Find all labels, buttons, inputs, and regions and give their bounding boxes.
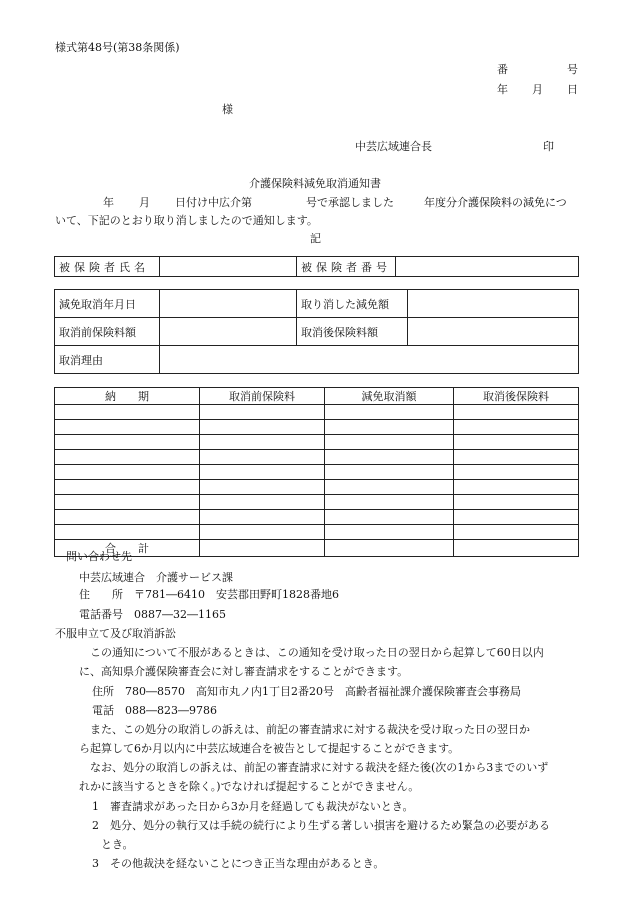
cancelled-amount-field[interactable] <box>408 290 579 318</box>
insured-name-field[interactable] <box>160 257 297 277</box>
total-after[interactable] <box>454 540 579 557</box>
table-row <box>55 420 579 435</box>
appeal-p2-line1: また、この処分の取消しの訴えは、前記の審査請求に対する裁決を受け取った日の翌日か <box>90 723 530 736</box>
insured-number-label: 被保険者番号 <box>297 257 396 277</box>
seal-mark: 印 <box>543 140 554 153</box>
date-month: 月 <box>532 83 543 96</box>
premium-period-table <box>54 387 579 557</box>
date-day: 日 <box>567 83 578 96</box>
contact-heading: 問い合わせ先 <box>66 550 132 563</box>
col-header-before: 取消前保険料 <box>200 388 325 405</box>
cancel-date-label: 減免取消年月日 <box>55 290 160 318</box>
intro-month: 月 <box>139 196 150 209</box>
appeal-address: 住所 780―8570 高知市丸ノ内1丁目2番20号 高齢者福祉課介護保険審査会事務局 <box>92 685 521 698</box>
cancel-date-field[interactable] <box>160 290 297 318</box>
intro-text-3: 年度分介護保険料の減免につ <box>424 196 567 209</box>
appeal-p1-line2: に、高知県介護保険審査会に対し審査請求をすることができます。 <box>79 665 409 678</box>
table-row <box>55 465 579 480</box>
date-year: 年 <box>497 83 508 96</box>
insured-number-field[interactable] <box>396 257 579 277</box>
table-row <box>55 405 579 420</box>
appeal-item-1: 1 審査請求があった日から3か月を経過しても裁決がないとき。 <box>92 800 414 813</box>
appeal-phone: 電話 088―823―9786 <box>92 704 217 717</box>
table-row <box>55 435 579 450</box>
appeal-item-2-line1: 2 処分、処分の執行又は手続の続行により生ずる著しい損害を避けるため緊急の必要がある <box>92 819 550 832</box>
appeal-heading: 不服申立て及び取消訴訟 <box>55 627 176 640</box>
form-number: 様式第48号(第38条関係) <box>55 41 180 54</box>
insured-info-table <box>54 256 579 277</box>
before-premium-field[interactable] <box>160 318 297 346</box>
table-row <box>55 510 579 525</box>
before-premium-label: 取消前保険料額 <box>55 318 160 346</box>
col-header-reduction: 減免取消額 <box>325 388 454 405</box>
total-reduction[interactable] <box>325 540 454 557</box>
cancellation-table <box>54 289 579 374</box>
after-premium-label: 取消後保険料額 <box>297 318 408 346</box>
contact-address: 住 所 〒781―6410 安芸郡田野町1828番地6 <box>79 588 339 601</box>
table-row <box>55 450 579 465</box>
reason-label: 取消理由 <box>55 346 160 374</box>
document-title: 介護保険料減免取消通知書 <box>249 177 381 190</box>
appeal-p3-line2: れかに該当するときを除く。)でなければ提起することができません。 <box>79 780 420 793</box>
ki-heading: 記 <box>310 232 321 245</box>
appeal-item-2-line2: とき。 <box>101 838 134 851</box>
intro-line-2: いて、下記のとおり取り消しましたので通知します。 <box>55 214 318 227</box>
addressee-honorific: 様 <box>222 103 233 116</box>
col-header-period: 納 期 <box>55 388 200 405</box>
total-before[interactable] <box>200 540 325 557</box>
appeal-item-3: 3 その他裁決を経ないことにつき正当な理由があるとき。 <box>92 857 385 870</box>
table-row <box>55 525 579 540</box>
contact-org: 中芸広域連合 介護サービス課 <box>79 571 233 584</box>
insured-name-label: 被保険者氏名 <box>55 257 160 277</box>
contact-phone: 電話番号 0887―32―1165 <box>79 608 226 621</box>
reason-field[interactable] <box>160 346 579 374</box>
appeal-p2-line2: ら起算して6か月以内に中芸広域連合を被告として提起することができます。 <box>79 742 460 755</box>
after-premium-field[interactable] <box>408 318 579 346</box>
table-row <box>55 495 579 510</box>
cancelled-amount-label: 取り消した減免額 <box>297 290 408 318</box>
intro-year: 年 <box>103 196 114 209</box>
table-row <box>55 480 579 495</box>
number-suffix: 号 <box>567 63 578 76</box>
number-label: 番 <box>497 63 508 76</box>
issuer-name: 中芸広域連合長 <box>355 140 432 153</box>
col-header-after: 取消後保険料 <box>454 388 579 405</box>
intro-text-1: 日付け中広介第 <box>175 196 252 209</box>
appeal-p3-line1: なお、処分の取消しの訴えは、前記の審査請求に対する裁決を経た後(次の1から3までのいず <box>90 761 549 774</box>
total-label: 合 計 <box>55 540 200 557</box>
appeal-p1-line1: この通知について不服があるときは、この通知を受け取った日の翌日から起算して60日以内 <box>90 646 544 659</box>
intro-text-2: 号で承認しました <box>306 196 394 209</box>
